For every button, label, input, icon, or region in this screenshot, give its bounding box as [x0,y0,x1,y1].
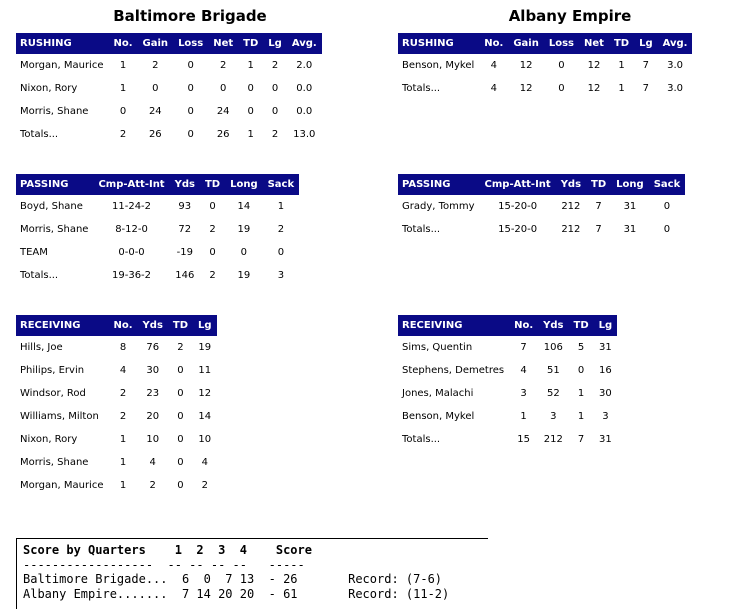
column-header: TD [586,174,611,195]
stat-cell: 0 [187,60,194,71]
stat-cell: 2 [201,480,208,491]
column-header: Loss [544,33,579,54]
stat-cell: 3.0 [667,83,683,94]
stat-cell: 3 [550,411,557,422]
column-header: Yds [556,174,586,195]
table-row [16,54,322,77]
stat-cell: 2 [119,388,127,399]
column-header: Lg [263,33,287,54]
table-header-row [16,174,299,195]
stat-cell: 0 [177,388,184,399]
column-header: Cmp-Att-Int [93,174,169,195]
column-header: Yds [538,315,568,336]
stat-cell: 3 [520,388,527,399]
table-row [16,474,217,497]
stat-cell: 16 [599,365,612,376]
stat-cell: 4 [201,457,208,468]
baltimore-rushing-table [16,33,322,146]
stat-cell: 0 [277,247,285,258]
player-name-cell: Morgan, Maurice [20,60,104,71]
stat-cell: 3.0 [667,60,683,71]
stat-cell: 10 [146,434,160,445]
table-row [16,77,322,100]
stat-cell: 2 [220,60,227,71]
column-header: Lg [594,315,618,336]
stat-cell: 1 [119,480,127,491]
table-row [398,54,692,77]
stat-cell: 12 [519,83,533,94]
stat-cell: 0 [663,201,671,212]
player-name-cell: Benson, Mykel [402,60,475,71]
stat-cell: 19 [198,342,212,353]
stat-cell: 0 [663,224,671,235]
stat-cell: 10 [198,434,212,445]
column-header: RECEIVING [398,315,509,336]
stat-cell: 7 [595,201,602,212]
stat-cell: 0 [177,434,184,445]
stat-cell: 1 [277,201,285,212]
stat-cell: 0 [247,106,254,117]
stat-cell: 2 [271,129,279,140]
stat-cell: 4 [119,365,127,376]
stat-cell: 13.0 [293,129,316,140]
score-by-quarters [17,539,488,601]
player-name-cell: Philips, Ervin [20,365,85,376]
column-header: TD [238,33,263,54]
player-name-cell: Sims, Quentin [402,342,473,353]
stat-cell: 8 [119,342,127,353]
column-header: Gain [138,33,174,54]
player-name-cell: Totals... [402,224,441,235]
table-row [16,405,217,428]
column-header: Sack [263,174,300,195]
stat-cell: 0 [152,83,159,94]
column-header: Long [611,174,649,195]
stat-cell: 26 [148,129,162,140]
stat-cell: 5 [577,342,585,353]
stat-cell: 30 [146,365,160,376]
stat-cell: 0 [271,83,279,94]
column-header: TD [200,174,225,195]
stat-cell: 11 [198,365,212,376]
stat-cell: 12 [587,83,601,94]
stat-cell: 2 [209,270,216,281]
table-row [398,428,617,451]
stat-cell: 1 [119,434,127,445]
player-name-cell: Nixon, Rory [20,83,78,94]
player-name-cell: TEAM [20,247,48,258]
table-row [16,451,217,474]
stat-cell: 1 [577,388,585,399]
table-row [16,382,217,405]
stat-cell: 8-12-0 [115,224,148,235]
stat-cell: 52 [546,388,560,399]
stat-cell: 20 [146,411,160,422]
table-row [16,241,299,264]
stat-cell: 0 [220,83,227,94]
table-row [398,405,617,428]
stat-cell: 24 [148,106,162,117]
stat-cell: 11-24-2 [112,201,152,212]
stat-cell: 93 [178,201,192,212]
column-header: No. [479,33,508,54]
stat-cell: 0 [209,201,216,212]
stat-cell: 76 [146,342,160,353]
player-name-cell: Boyd, Shane [20,201,83,212]
column-header: Lg [193,315,217,336]
stat-cell: 0 [177,457,184,468]
column-header: Loss [173,33,208,54]
stat-cell: 2 [271,60,279,71]
stat-cell: 0 [209,247,216,258]
stat-cell: 0 [177,365,184,376]
player-name-cell: Jones, Malachi [402,388,474,399]
stat-cell: 23 [146,388,160,399]
stat-cell: 0 [187,83,194,94]
table-header-row [398,33,692,54]
column-header: No. [109,315,138,336]
score-line-albany: Albany Empire....... 7 14 20 20 - 61 Record: (11-2) [23,586,450,601]
stat-cell: 1 [247,129,254,140]
stat-cell: 1 [520,411,527,422]
column-header: Long [225,174,263,195]
table-header-row [16,315,217,336]
column-header: Sack [649,174,686,195]
table-row [16,195,299,218]
column-header: TD [609,33,634,54]
player-name-cell: Windsor, Rod [20,388,86,399]
stat-cell: 7 [595,224,602,235]
stat-cell: 1 [119,83,127,94]
stat-cell: 7 [642,83,650,94]
table-header-row [398,174,685,195]
column-header: Avg. [287,33,322,54]
stat-cell: 4 [520,365,527,376]
player-name-cell: Morris, Shane [20,106,89,117]
player-name-cell: Morris, Shane [20,457,89,468]
player-name-cell: Nixon, Rory [20,434,78,445]
table-row [398,77,692,100]
stat-cell: 14 [198,411,212,422]
table-row [16,428,217,451]
stat-cell: 2 [152,60,159,71]
stat-cell: 19 [237,270,251,281]
table-row [16,123,322,146]
player-name-cell: Williams, Milton [20,411,99,422]
column-header: Net [579,33,609,54]
team-title-albany: Albany Empire [508,7,632,25]
stat-cell: 0.0 [296,106,313,117]
albany-passing-table [398,174,685,241]
column-header: Yds [170,174,200,195]
baltimore-passing-table [16,174,299,287]
stat-cell: 0 [187,106,194,117]
stat-cell: 212 [561,224,581,235]
stat-cell: 1 [119,457,127,468]
stat-cell: 0.0 [296,83,313,94]
table-header-row [398,315,617,336]
stat-cell: 0 [558,83,565,94]
table-row [398,336,617,359]
column-header: No. [509,315,538,336]
column-header: Yds [138,315,168,336]
column-header: RUSHING [16,33,109,54]
albany-receiving-table [398,315,617,451]
stat-cell: 15-20-0 [498,201,538,212]
stat-cell: 212 [543,434,563,445]
stat-cell: 7 [520,342,527,353]
stat-cell: 19 [237,224,251,235]
stat-cell: 31 [623,201,637,212]
stat-cell: 2 [277,224,285,235]
score-line-baltimore: Baltimore Brigade... 6 0 7 13 - 26 Record: (7-6) [23,572,443,586]
stat-cell: 15-20-0 [498,224,538,235]
stat-cell: 0 [177,480,184,491]
stat-cell: -19 [176,247,193,258]
player-name-cell: Grady, Tommy [402,201,475,212]
player-name-cell: Hills, Joe [20,342,63,353]
stat-cell: 1 [577,411,585,422]
column-header: PASSING [398,174,480,195]
stat-cell: 0 [577,365,585,376]
table-row [398,195,685,218]
stat-cell: 0 [271,106,279,117]
column-header: Gain [508,33,544,54]
baltimore-receiving-table [16,315,217,497]
stat-cell: 26 [216,129,230,140]
stat-cell: 212 [561,201,581,212]
stat-cell: 146 [175,270,195,281]
player-name-cell: Totals... [20,129,59,140]
table-row [16,264,299,287]
stat-cell: 30 [599,388,612,399]
column-header: Lg [634,33,658,54]
stat-cell: 4 [490,60,497,71]
stat-cell: 106 [543,342,563,353]
column-header: No. [109,33,138,54]
stat-cell: 51 [546,365,560,376]
column-header: Net [208,33,238,54]
stat-cell: 0 [119,106,127,117]
table-header-row [16,33,322,54]
column-header: Cmp-Att-Int [480,174,556,195]
stat-cell: 2 [209,224,216,235]
stat-cell: 2 [119,411,127,422]
stat-cell: 12 [587,60,601,71]
stat-cell: 3 [277,270,285,281]
column-header: PASSING [16,174,93,195]
player-name-cell: Totals... [20,270,59,281]
stat-cell: 0 [187,129,194,140]
stat-cell: 19-36-2 [112,270,152,281]
stat-cell: 0-0-0 [118,247,145,258]
column-header: Avg. [658,33,693,54]
stat-cell: 0 [558,60,565,71]
player-name-cell: Totals... [402,83,441,94]
stat-cell: 14 [237,201,251,212]
stat-cell: 15 [517,434,530,445]
column-header: RECEIVING [16,315,109,336]
stat-cell: 24 [216,106,230,117]
score-separator: ------------------ -- -- -- -- ----- [23,557,305,572]
stat-cell: 1 [119,60,127,71]
stat-cell: 1 [247,60,254,71]
stat-cell: 12 [198,388,212,399]
column-header: RUSHING [398,33,479,54]
table-row [398,218,685,241]
stat-cell: 0 [177,411,184,422]
stat-cell: 1 [618,83,625,94]
stat-cell: 0 [240,247,248,258]
stat-cell: 2.0 [296,60,313,71]
stat-cell: 2 [119,129,127,140]
stat-cell: 12 [519,60,533,71]
team-title-baltimore: Baltimore Brigade [113,7,267,25]
table-row [398,359,617,382]
stat-cell: 31 [623,224,637,235]
stat-cell: 4 [490,83,497,94]
player-name-cell: Benson, Mykel [402,411,475,422]
score-header: Score by Quarters 1 2 3 4 Score [23,543,312,557]
table-row [16,336,217,359]
stat-cell: 7 [577,434,585,445]
player-name-cell: Stephens, Demetres [402,365,505,376]
stat-cell: 4 [149,457,156,468]
stat-cell: 2 [149,480,156,491]
albany-rushing-table [398,33,692,100]
stat-cell: 72 [178,224,192,235]
table-row [16,100,322,123]
stat-cell: 1 [618,60,625,71]
stat-cell: 3 [602,411,609,422]
player-name-cell: Totals... [402,434,441,445]
player-name-cell: Morris, Shane [20,224,89,235]
column-header: TD [569,315,594,336]
stat-cell: 0 [247,83,254,94]
stat-cell: 31 [599,434,612,445]
table-row [16,359,217,382]
stat-cell: 31 [599,342,612,353]
table-row [398,382,617,405]
stat-cell: 7 [642,60,650,71]
stat-cell: 2 [177,342,184,353]
column-header: TD [168,315,193,336]
player-name-cell: Morgan, Maurice [20,480,104,491]
table-row [16,218,299,241]
score-by-quarters-box [16,538,488,609]
